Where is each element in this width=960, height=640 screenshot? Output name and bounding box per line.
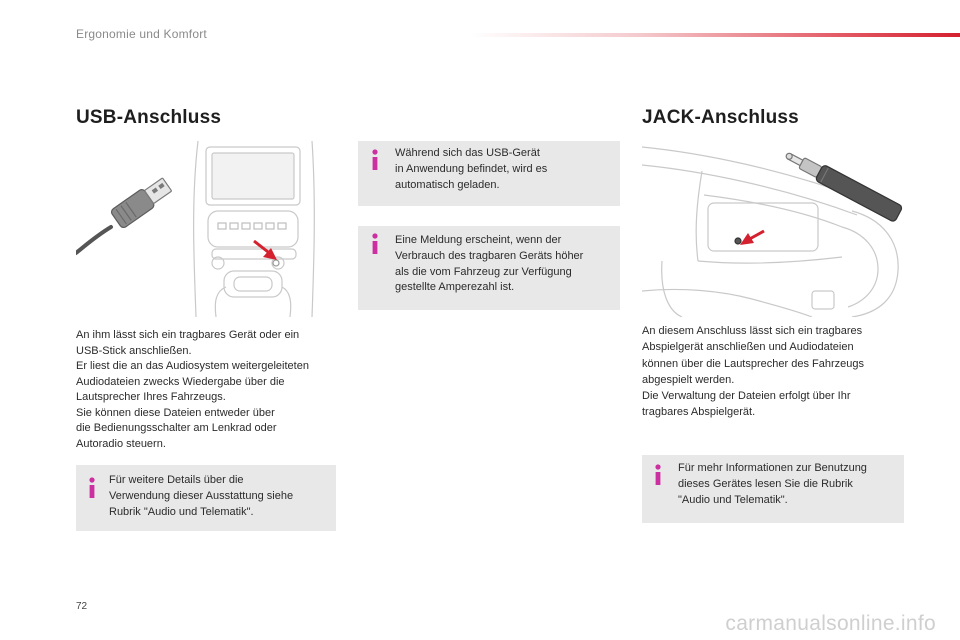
usb-description xyxy=(76,328,338,452)
info-box-charging xyxy=(358,141,620,206)
jack-description-text: An diesem Anschluss lässt sich ein tragbares Abspielgerät anschließen und Audiodateien können über die Lautsprecher des Fahrzeugs abgespielt werden. Die Verwaltung der Dateien erfolgt über Ihr tragbares Abspielgerät. xyxy=(642,325,864,419)
info-icon xyxy=(369,233,381,255)
info-text: Während sich das USB-Gerät in Anwendung befindet, wird es automatisch geladen. xyxy=(395,147,548,191)
jack-port-illustration xyxy=(642,141,904,317)
watermark: carmanualsonline.info xyxy=(725,612,936,635)
usb-port-illustration xyxy=(76,141,334,317)
usb-description-text: An ihm lässt sich ein tragbares Gerät oder ein USB-Stick anschließen. Er liest die an das Audiosystem weitergeleiteten Audiodateien zwecks Wiedergabe über die Lautsprecher Ihres Fahrzeugs. Sie können diese Dateien entweder über die Bedienungsschalter am Lenkrad oder Autoradio steuern. xyxy=(76,329,309,450)
page-number: 72 xyxy=(76,601,88,612)
info-text: Für weitere Details über die Verwendung dieser Ausstattung siehe Rubrik "Audio und Telematik". xyxy=(109,474,294,518)
jack-section-title: JACK-Anschluss xyxy=(642,107,799,128)
info-box-jack-details xyxy=(642,455,904,523)
info-text: Für mehr Informationen zur Benutzung dieses Gerätes lesen Sie die Rubrik "Audio und Telematik". xyxy=(678,462,867,506)
jack-description xyxy=(642,323,904,421)
info-box-power-warning xyxy=(358,226,620,310)
usb-section-title: USB-Anschluss xyxy=(76,107,222,128)
info-box-usb-details xyxy=(76,465,336,531)
info-text: Eine Meldung erscheint, wenn der Verbrauch des tragbaren Geräts höher als die vom Fahrzeug zur Verfügung gestellte Amperezahl ist. xyxy=(395,234,584,294)
info-icon xyxy=(86,477,98,499)
info-icon xyxy=(652,464,664,486)
info-icon xyxy=(369,149,381,171)
running-header: Ergonomie und Komfort xyxy=(76,27,207,41)
header-accent-bar xyxy=(470,33,960,37)
